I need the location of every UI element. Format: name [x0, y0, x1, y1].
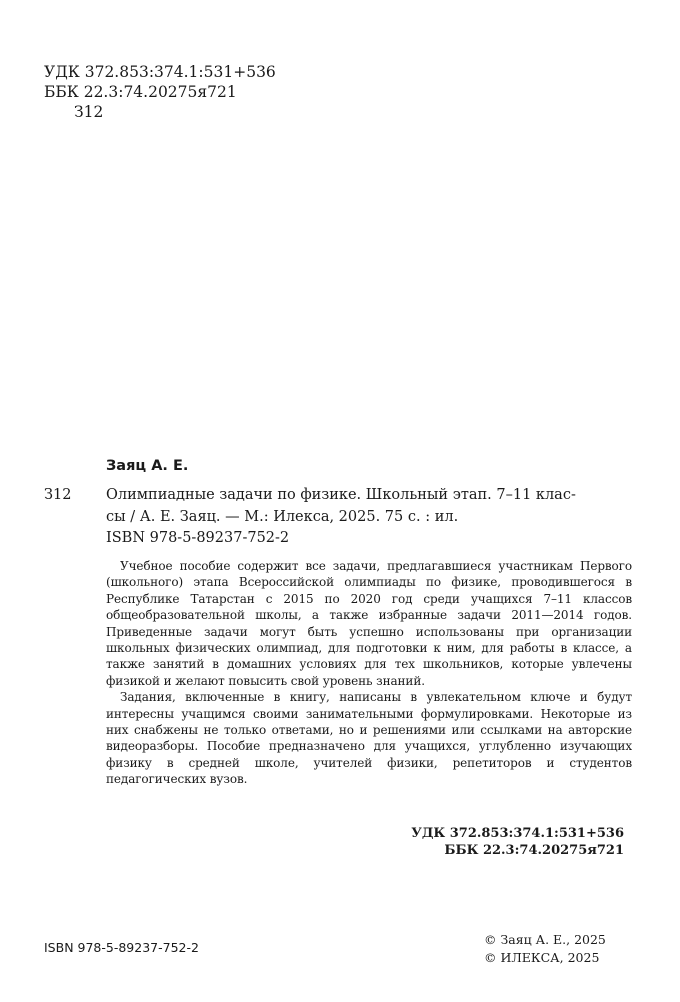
author-heading: Заяц А. Е. [106, 458, 189, 474]
bbk-code-bottom: ББК 22.3:74.20275я721 [444, 843, 624, 858]
catalog-title-line: Олимпиадные задачи по физике. Школьный этап. 7–11 клас- [106, 487, 576, 503]
copyright-block [484, 931, 606, 967]
annotation [106, 558, 632, 788]
bbk-code: ББК 22.3:74.20275я721 [44, 83, 237, 101]
copyright-author: © Заяц А. Е., 2025 [484, 932, 606, 947]
author-mark: З12 [74, 103, 104, 121]
udk-code-bottom: УДК 372.853:374.1:531+536 [411, 826, 624, 841]
catalog-author-mark: З12 [44, 487, 72, 503]
copyright-publisher: © ИЛЕКСА, 2025 [484, 950, 600, 965]
udk-code: УДК 372.853:374.1:531+536 [44, 63, 276, 81]
classification-block-top [44, 62, 276, 122]
catalog-imprint-line: сы / А. Е. Заяц. — М.: Илекса, 2025. 75 с. : ил. [106, 509, 459, 525]
catalog-entry [44, 484, 636, 528]
catalog-isbn: ISBN 978-5-89237-752-2 [106, 530, 290, 546]
classification-block-bottom [411, 825, 624, 859]
footer-isbn: ISBN 978-5-89237-752-2 [44, 940, 199, 955]
annotation-paragraph-2: Задания, включенные в книгу, написаны в увлекательном ключе и будут интересны учащимся своими занимательными формулировками. Некоторые из них снабжены не только ответами, но и решениями или ссылками на авторские видеоразборы. Пособие предназначено для учащихся, углубленно изучающих физику в средней школе, учителей физики, репетиторов и студентов педагогических вузов. [106, 690, 632, 787]
annotation-paragraph-1: Учебное пособие содержит все задачи, предлагавшиеся участникам Первого (школьного) этапа Всероссийской олимпиады по физике, проводившегося в Республике Татарстан с 2015 по 2020 год среди учащихся 7–11 классов общеобразовательной школы, а также избранные задачи 2011—2014 годов. Приведенные задачи могут быть успешно использованы при организации школьных физических олимпиад, для подготовки к ним, для работы в классе, а также занятий в домашних условиях для тех школьников, которые увлечены физикой и желают повысить свой уровень знаний. [106, 559, 632, 688]
